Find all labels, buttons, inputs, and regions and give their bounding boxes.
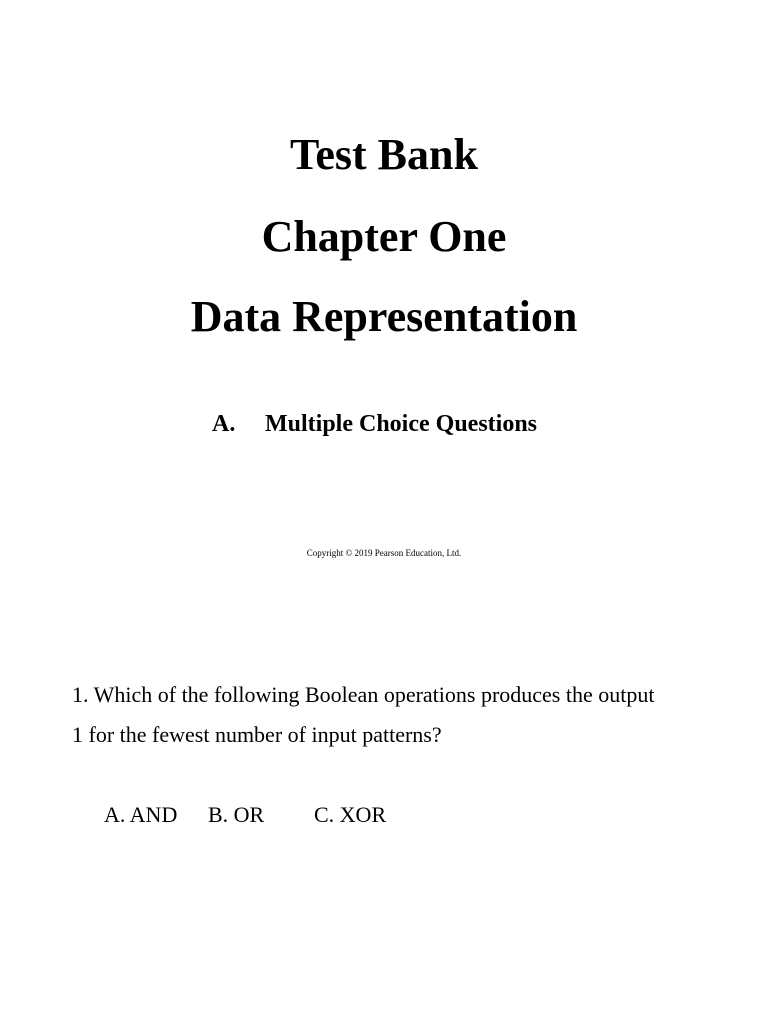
title-chapter: Chapter One bbox=[261, 212, 507, 261]
section-title: Multiple Choice Questions bbox=[265, 411, 538, 437]
question-text-line-2: 1 for the fewest number of input patterns? bbox=[72, 722, 442, 747]
section-letter: A. bbox=[212, 411, 236, 437]
section-heading bbox=[212, 408, 537, 440]
question-text-line-1: 1. Which of the following Boolean operations produces the output bbox=[72, 682, 655, 707]
option-c: C. XOR bbox=[314, 802, 387, 827]
title-test-bank: Test Bank bbox=[290, 130, 478, 179]
option-b: B. OR bbox=[208, 802, 265, 827]
option-a: A. AND bbox=[104, 802, 178, 827]
copyright-notice: Copyright © 2019 Pearson Education, Ltd. bbox=[306, 548, 462, 558]
title-topic: Data Representation bbox=[190, 292, 578, 341]
